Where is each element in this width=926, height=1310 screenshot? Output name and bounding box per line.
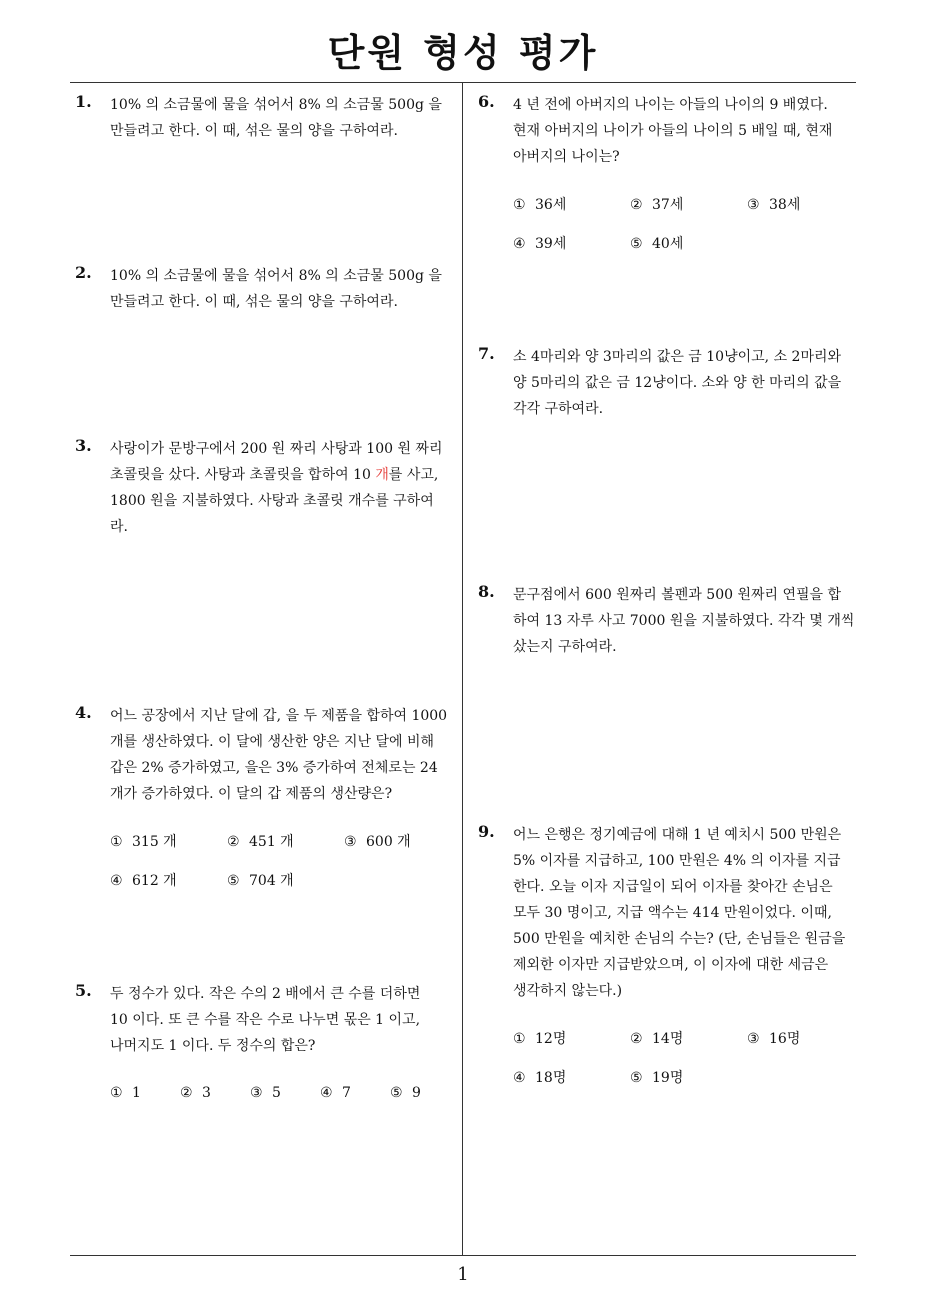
question-number: 7. [478, 344, 495, 363]
question-7 [478, 344, 868, 422]
question-text: 어느 공장에서 지난 달에 갑, 을 두 제품을 합하여 1000 개를 생산하였다. 이 달에 생산한 양은 지난 달에 비해 갑은 2% 증가하였고, 을은 3% 증가하여 전체로는 24 개가 증가하였다. 이 달의 갑 제품의 생산량은? [110, 708, 448, 802]
question-text: 문구점에서 600 원짜리 볼펜과 500 원짜리 연필을 합 하여 13 자루 사고 7000 원을 지불하였다. 각각 몇 개씩 샀는지 구하여라. [513, 587, 855, 655]
footer-rule [70, 1255, 856, 1256]
choice[interactable]: ⑤ 19명 [630, 1069, 684, 1086]
choice[interactable]: ③ 16명 [747, 1030, 801, 1047]
question-1 [75, 92, 465, 144]
choice[interactable]: ② 3 [180, 1084, 211, 1101]
choice[interactable]: ④ 39세 [513, 235, 567, 252]
choice[interactable]: ⑤ 9 [390, 1084, 421, 1101]
choice[interactable]: ③ 38세 [747, 196, 801, 213]
answer-choices [110, 1073, 465, 1112]
question-text: 두 정수가 있다. 작은 수의 2 배에서 큰 수를 더하면 10 이다. 또 큰 수를 작은 수로 나누면 몫은 1 이고, 나머지도 1 이다. 두 정수의 합은? [110, 986, 421, 1054]
question-3 [75, 436, 465, 540]
choice[interactable]: ③ 600 개 [344, 833, 411, 850]
choice[interactable]: ② 37세 [630, 196, 684, 213]
question-number: 5. [75, 981, 92, 1000]
choice[interactable]: ⑤ 704 개 [227, 872, 294, 889]
page-title: 단원 형성 평가 [327, 31, 599, 75]
question-text: 10% 의 소금물에 물을 섞어서 8% 의 소금물 500g 을 만들려고 한다. 이 때, 섞은 물의 양을 구하여라. [110, 97, 442, 139]
question-text: 소 4마리와 양 3마리의 값은 금 10냥이고, 소 2마리와 양 5마리의 값은 금 12냥이다. 소와 양 한 마리의 값을 각각 구하여라. [513, 349, 842, 417]
question-text: 어느 은행은 정기예금에 대해 1 년 예치시 500 만원은 5% 이자를 지급하고, 100 만원은 4% 의 이자를 지급 한다. 오늘 이자 지급일이 되어 이자를 찾아간 손님은 모두 30 명이고, 지급 액수는 414 만원이었다. 이때, 500 만원을 예치한 손님의 수는? (단, 손님들은 원금을 제외한 이자만 지급받았으며, 이 이자에 대한 세금은 생각하지 않는다.) [513, 827, 846, 999]
highlighted-word: 개 [375, 467, 389, 483]
choice[interactable]: ③ 5 [250, 1084, 281, 1101]
question-number: 6. [478, 92, 495, 111]
question-text-part: 사랑이가 문방구에서 200 원 짜리 사탕과 100 원 짜리 초콜릿을 샀다. 사탕과 초콜릿을 합하여 10 [110, 441, 443, 483]
question-text-part: 를 사고, 1800 원을 지불하였다. 사탕과 초콜릿 개수를 구하여 라. [110, 467, 439, 535]
choice[interactable]: ② 451 개 [227, 833, 294, 850]
question-number: 1. [75, 92, 92, 111]
question-text: 4 년 전에 아버지의 나이는 아들의 나이의 9 배였다. 현재 아버지의 나이가 아들의 나이의 5 배일 때, 현재 아버지의 나이는? [513, 97, 833, 165]
choice[interactable]: ④ 7 [320, 1084, 351, 1101]
choice[interactable]: ① 12명 [513, 1030, 567, 1047]
question-4 [75, 703, 465, 899]
choice[interactable]: ① 36세 [513, 196, 567, 213]
question-number: 9. [478, 822, 495, 841]
answer-choices [513, 1018, 868, 1096]
choice[interactable]: ⑤ 40세 [630, 235, 684, 252]
question-number: 2. [75, 263, 92, 282]
question-text [110, 436, 464, 540]
question-2 [75, 263, 465, 315]
question-number: 4. [75, 703, 92, 722]
header-rule [70, 82, 856, 83]
question-9 [478, 822, 868, 1096]
choice[interactable]: ① 1 [110, 1084, 141, 1101]
question-text: 10% 의 소금물에 물을 섞어서 8% 의 소금물 500g 을 만들려고 한다. 이 때, 섞은 물의 양을 구하여라. [110, 268, 442, 310]
question-8 [478, 582, 868, 660]
choice[interactable]: ④ 612 개 [110, 872, 177, 889]
question-5 [75, 981, 465, 1112]
question-6 [478, 92, 868, 262]
choice[interactable]: ① 315 개 [110, 833, 177, 850]
page-number: 1 [457, 1264, 469, 1285]
choice[interactable]: ④ 18명 [513, 1069, 567, 1086]
answer-choices [110, 821, 465, 899]
question-number: 8. [478, 582, 495, 601]
choice[interactable]: ② 14명 [630, 1030, 684, 1047]
question-number: 3. [75, 436, 92, 455]
answer-choices [513, 184, 868, 262]
